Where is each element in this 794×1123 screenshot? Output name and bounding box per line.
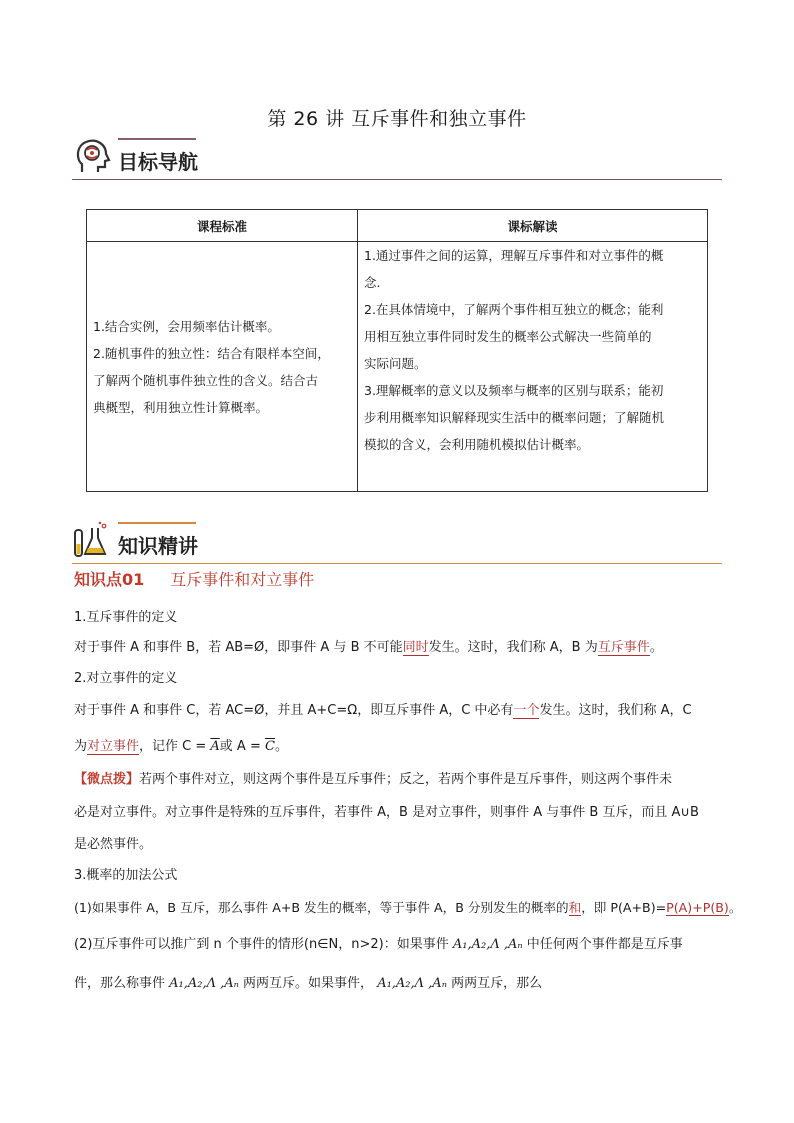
header-bottom-rule	[72, 563, 722, 565]
table-line: 念.	[364, 275, 381, 290]
page-title: 第 26 讲 互斥事件和独立事件	[267, 108, 527, 130]
knowledge-point-title	[74, 567, 314, 590]
table-line: 步利用概率知识解释现实生活中的概率问题；了解随机	[364, 410, 665, 425]
tip-paragraph: 必是对立事件。对立事件是特殊的互斥事件，若事件 A，B 是对立事件，则事件 A 与事件 B 互斥，而且 A∪B	[74, 805, 699, 820]
tip-paragraph: 是必然事件。	[74, 837, 153, 852]
table-line: 3.理解概率的意义以及频率与概率的区别与联系；能初	[364, 383, 664, 398]
paragraph: 为对立事件，记作 $C = \overline{A}$或 $A = \overline{C}$。	[74, 739, 288, 754]
flask-icon	[72, 520, 112, 560]
tip-paragraph: 【微点拨】若两个事件对立，则这两个事件是互斥事件；反之，若两个事件是互斥事件，则这两个事件未	[74, 772, 673, 787]
header-bottom-rule	[72, 179, 722, 181]
brain-head-icon	[72, 136, 112, 176]
paragraph: (1)如果事件 A，B 互斥，那么事件 A+B 发生的概率，等于事件 A，B 分别发生的概率的和，即 P(A+B)=P(A)+P(B)。	[74, 900, 742, 915]
table-line: 了解两个随机事件独立性的含义。结合古	[93, 372, 319, 388]
complement-symbol: $\overline{C}$	[264, 739, 275, 754]
underlined-term: 同时	[402, 640, 429, 655]
event-sequence: A₁,A₂,Λ ,Aₙ	[452, 937, 523, 952]
table-cell-interpretation	[358, 242, 708, 492]
paragraph: 对于事件 A 和事件 B，若 AB=Ø，即事件 A 与 B 不可能同时发生。这时，我们称 A，B 为互斥事件。	[74, 640, 663, 655]
table-line: 1.通过事件之间的运算，理解互斥事件和对立事件的概	[364, 248, 664, 263]
header-top-rule	[118, 138, 196, 140]
knowledge-point-label: 知识点01	[74, 570, 145, 589]
header-top-rule	[118, 522, 196, 524]
underlined-term: P(A)+P(B)	[666, 900, 729, 915]
section-title: 目标导航	[118, 150, 198, 174]
table-line: 2.随机事件的独立性：结合有限样本空间，	[93, 345, 330, 361]
table-header-standard: 课程标准	[87, 210, 358, 242]
paragraph: 件，那么称事件 A₁,A₂,Λ ,Aₙ 两两互斥。如果事件， A₁,A₂,Λ ,Aₙ 两两互斥，那么	[74, 976, 543, 991]
complement-symbol: $\overline{A}$	[210, 739, 220, 754]
paragraph: 对于事件 A 和事件 C，若 AC=Ø，并且 A+C=Ω，即互斥事件 A，C 中必有一个发生。这时，我们称 A，C	[74, 703, 692, 718]
heading-complementary: 2.对立事件的定义	[74, 671, 178, 686]
standards-table	[86, 209, 708, 492]
table-line: 用相互独立事件同时发生的概率公式解决一些简单的	[364, 329, 652, 344]
section-header-knowledge	[72, 520, 722, 564]
underlined-term: 对立事件	[87, 739, 140, 754]
knowledge-point-name: 互斥事件和对立事件	[170, 570, 315, 589]
event-sequence: A₁,A₂,Λ ,Aₙ	[377, 976, 447, 991]
table-line: 典概型，利用独立性计算概率。	[93, 399, 269, 415]
underlined-term: 互斥事件	[597, 640, 650, 655]
paragraph: (2)互斥事件可以推广到 n 个事件的情形(n∈N，n>2)：如果事件 A₁,A₂,Λ ,Aₙ 中任何两个事件都是互斥事	[74, 937, 683, 952]
event-sequence: A₁,A₂,Λ ,Aₙ	[169, 976, 239, 991]
heading-mutually-exclusive: 1.互斥事件的定义	[74, 610, 178, 625]
table-line: 模拟的含义，会利用随机模拟估计概率。	[364, 437, 590, 452]
underlined-term: 一个	[513, 703, 540, 718]
section-header-goals	[72, 136, 722, 180]
table-line: 1.结合实例，会用频率估计概率。	[93, 318, 280, 334]
table-header-interpretation: 课标解读	[358, 210, 708, 242]
table-line: 实际问题。	[364, 356, 427, 371]
table-cell-standard	[87, 242, 358, 492]
section-title: 知识精讲	[118, 534, 198, 558]
underlined-term: 和	[568, 900, 582, 915]
table-line: 2.在具体情境中，了解两个事件相互独立的概念；能利	[364, 302, 664, 317]
tip-label: 【微点拨】	[74, 772, 140, 787]
heading-addition-formula: 3.概率的加法公式	[74, 868, 178, 883]
